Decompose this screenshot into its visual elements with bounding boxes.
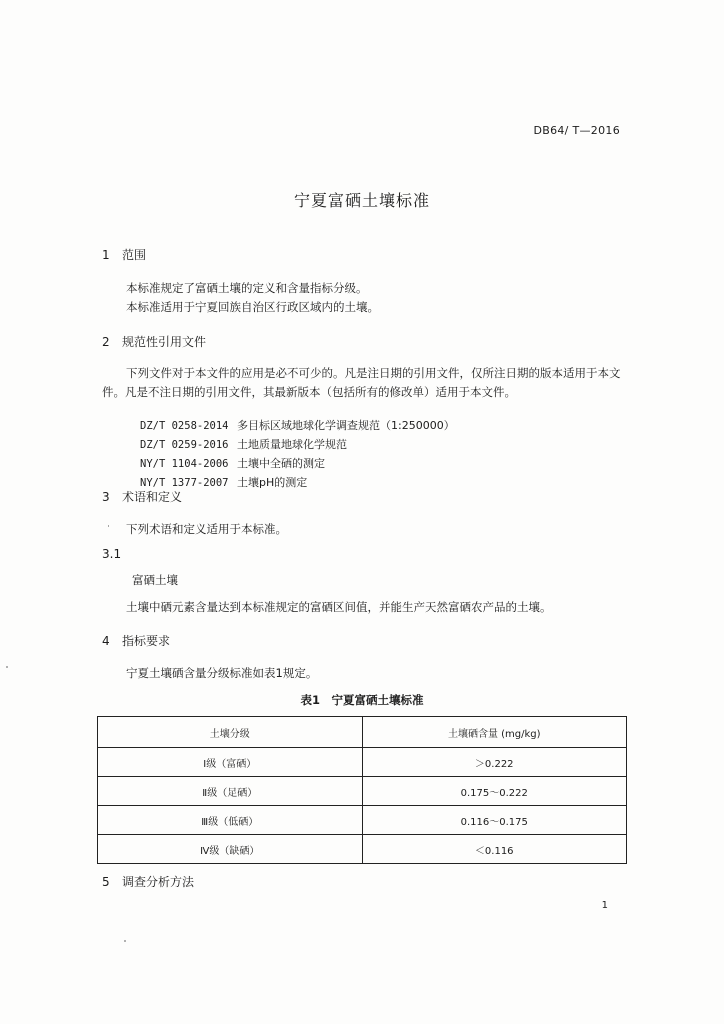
- section-number: 3: [102, 490, 110, 504]
- grade-cell: Ⅳ级（缺硒）: [98, 835, 363, 864]
- section-2-heading: [102, 333, 206, 350]
- section-title: 规范性引用文件: [122, 335, 207, 349]
- table-row: [98, 777, 627, 806]
- section-4-heading: [102, 632, 170, 649]
- doc-code: DB64/ T—2016: [533, 124, 620, 137]
- subsection-number: 3.1: [102, 547, 122, 561]
- column-header: 土壤分级: [98, 717, 363, 748]
- page-number: 1: [601, 900, 608, 911]
- section-number: 4: [102, 634, 110, 648]
- ref-name: 土壤中全硒的测定: [237, 457, 325, 470]
- column-header: 土壤硒含量 (mg/kg): [362, 717, 627, 748]
- content-cell: ＞0.222: [362, 748, 627, 777]
- section-4-intro: 宁夏土壤硒含量分级标准如表1规定。: [126, 666, 318, 680]
- term-definition: 土壤中硒元素含量达到本标准规定的富硒区间值，并能生产天然富硒农产品的土壤。: [126, 600, 552, 614]
- table-caption: 表1 宁夏富硒土壤标准: [300, 693, 424, 707]
- table-row: [98, 748, 627, 777]
- ref-name: 多目标区域地球化学调查规范（1:250000）: [237, 419, 455, 432]
- scan-speck: [124, 940, 126, 942]
- section-number: 2: [102, 335, 110, 349]
- scan-speck: [108, 525, 109, 527]
- section-3-intro: 下列术语和定义适用于本标准。: [126, 522, 287, 536]
- content-cell: 0.175～0.222: [362, 777, 627, 806]
- section-title: 范围: [122, 248, 147, 262]
- section-number: 1: [102, 248, 110, 262]
- content-cell: ＜0.116: [362, 835, 627, 864]
- ref-code: DZ/T 0259-2016: [140, 439, 229, 451]
- section-1-para-2: 本标准适用于宁夏回族自治区行政区域内的土壤。: [126, 300, 379, 314]
- table-row: [98, 806, 627, 835]
- selenium-grade-table: [97, 716, 627, 864]
- page-title: 宁夏富硒土壤标准: [293, 191, 430, 210]
- term-name: 富硒土壤: [132, 573, 178, 587]
- ref-code: NY/T 1104-2006: [140, 458, 229, 470]
- grade-cell: Ⅲ级（低硒）: [98, 806, 363, 835]
- grade-cell: Ⅱ级（足硒）: [98, 777, 363, 806]
- section-title: 调查分析方法: [122, 875, 195, 889]
- ref-name: 土壤pH的测定: [237, 476, 308, 489]
- section-number: 5: [102, 875, 110, 889]
- section-1-heading: [102, 246, 146, 263]
- ref-code: DZ/T 0258-2014: [140, 420, 229, 432]
- table-row: [98, 835, 627, 864]
- content-cell: 0.116～0.175: [362, 806, 627, 835]
- section-3-heading: [102, 488, 182, 505]
- scan-speck: [6, 666, 8, 668]
- section-1-para-1: 本标准规定了富硒土壤的定义和含量指标分级。: [126, 281, 368, 295]
- section-5-heading: [102, 873, 194, 890]
- table-header-row: [98, 717, 627, 748]
- grade-cell: Ⅰ级（富硒）: [98, 748, 363, 777]
- ref-code: NY/T 1377-2007: [140, 477, 229, 489]
- section-2-intro: 下列文件对于本文件的应用是必不可少的。凡是注日期的引用文件，仅所注日期的版本适用于本文件。凡是不注日期的引用文件，其最新版本（包括所有的修改单）适用于本文件。: [102, 366, 621, 399]
- section-title: 术语和定义: [122, 490, 183, 504]
- ref-name: 土地质量地球化学规范: [237, 438, 347, 451]
- section-title: 指标要求: [122, 634, 171, 648]
